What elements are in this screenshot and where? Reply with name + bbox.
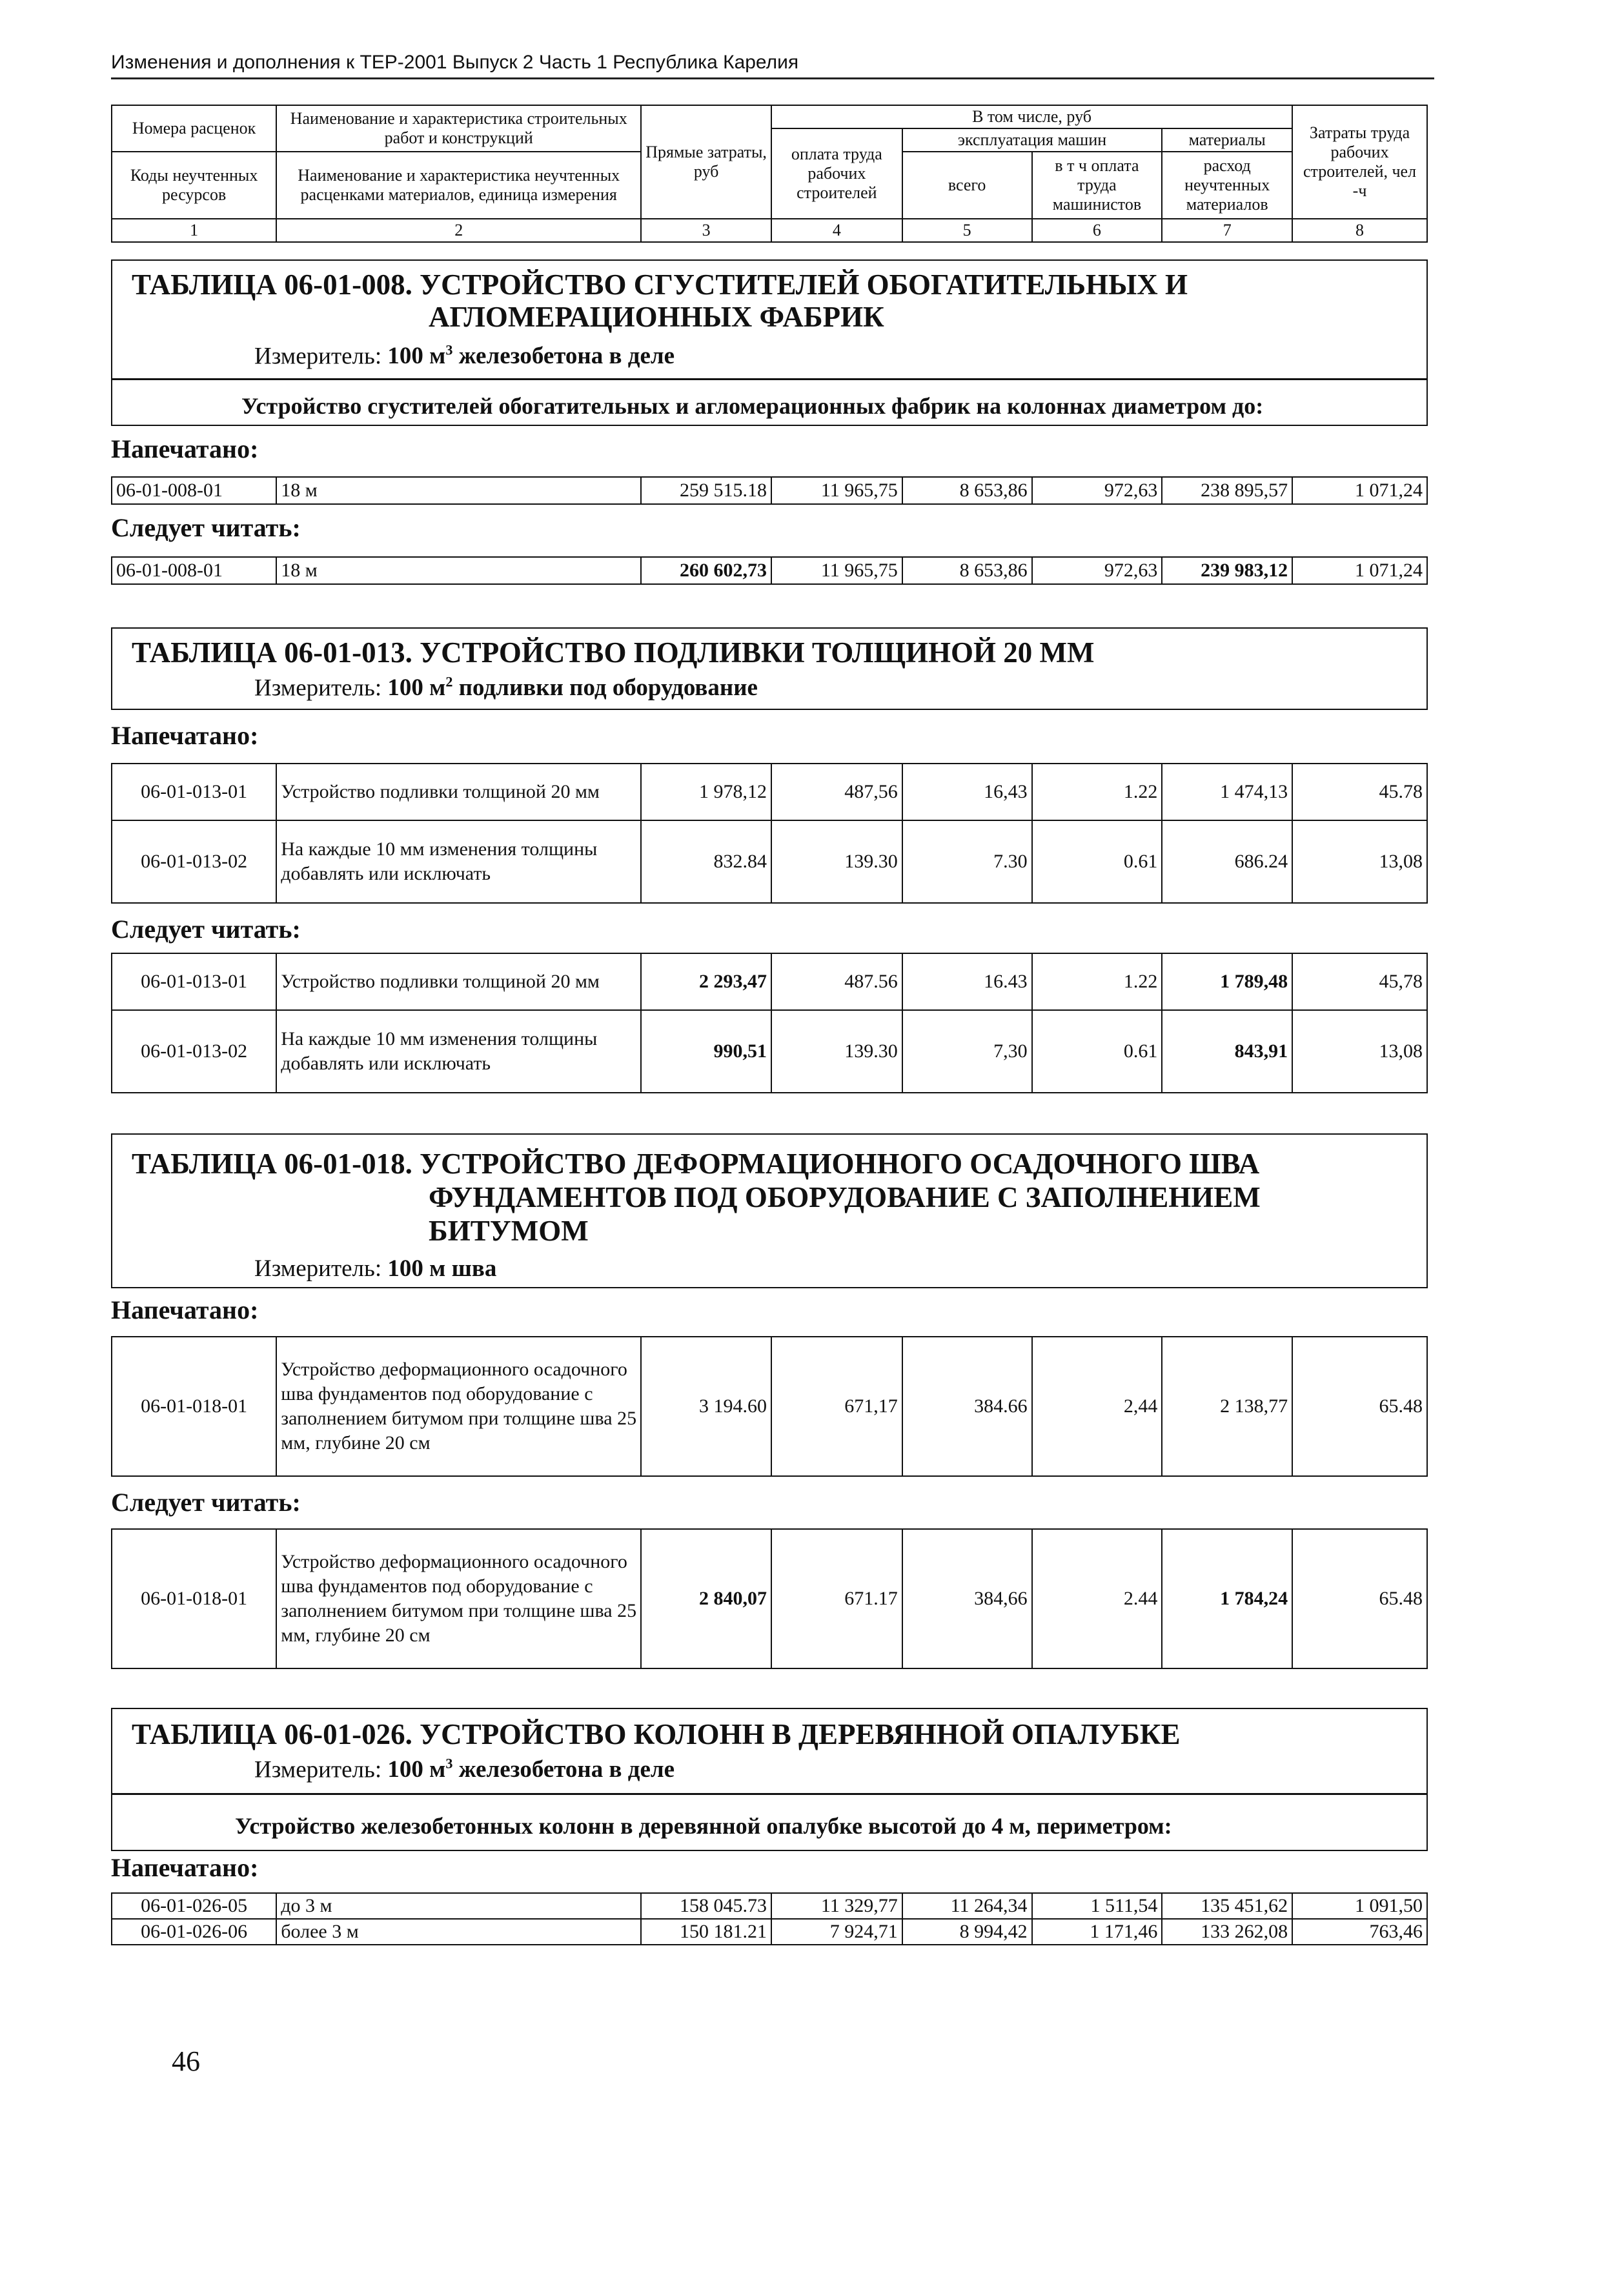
rate-code: 06-01-026-06	[112, 1919, 276, 1945]
label-read-as: Следует читать:	[111, 513, 301, 542]
table-row	[112, 1893, 1427, 1919]
rate-name: Устройство подливки толщиной 20 мм	[276, 764, 641, 820]
table-008-title-line1: ТАБЛИЦА 06-01-008. УСТРОЙСТВО СГУСТИТЕЛЕЙ ОБОГАТИТЕЛЬНЫХ И	[132, 269, 1188, 301]
machines-total: 16.43	[902, 953, 1032, 1010]
operator-wages: 1.22	[1032, 953, 1162, 1010]
operator-wages: 972,63	[1032, 477, 1162, 504]
table-013-title-box	[111, 627, 1428, 710]
hdr-col-num: 3	[641, 219, 771, 242]
hdr-col-num: 6	[1032, 219, 1162, 242]
table-row	[112, 1529, 1427, 1668]
label-printed: Напечатано:	[111, 1853, 259, 1882]
direct-costs: 3 194.60	[641, 1337, 771, 1476]
wages: 139.30	[771, 1010, 902, 1093]
machines-total: 8 653,86	[902, 557, 1032, 584]
operator-wages: 2,44	[1032, 1337, 1162, 1476]
operator-wages: 1 511,54	[1032, 1893, 1162, 1919]
operator-wages: 0.61	[1032, 820, 1162, 903]
label-printed: Напечатано:	[111, 721, 259, 750]
hdr-direct-costs: Прямые затраты, руб	[641, 105, 771, 219]
operator-wages: 0.61	[1032, 1010, 1162, 1093]
table-008-subtitle: Устройство сгустителей обогатительных и агломерационных фабрик на колоннах диаметром до:	[241, 393, 1264, 419]
labor: 1 071,24	[1292, 477, 1427, 504]
labor: 45,78	[1292, 953, 1427, 1010]
labor: 45.78	[1292, 764, 1427, 820]
table-013-printed	[111, 763, 1428, 904]
operator-wages: 2.44	[1032, 1529, 1162, 1668]
rate-name: до 3 м	[276, 1893, 641, 1919]
rate-code: 06-01-013-01	[112, 953, 276, 1010]
rate-code: 06-01-013-02	[112, 1010, 276, 1093]
materials: 239 983,12	[1162, 557, 1292, 584]
table-013-measure: Измеритель: 100 $м^2$ подливки под оборудование	[254, 674, 758, 702]
hdr-labor: Затраты труда рабочих строителей, чел -ч	[1292, 105, 1427, 219]
machines-total: 16,43	[902, 764, 1032, 820]
rate-code: 06-01-008-01	[112, 557, 276, 584]
hdr-machines-total: всего	[902, 152, 1032, 219]
rate-code: 06-01-008-01	[112, 477, 276, 504]
table-013-title: ТАБЛИЦА 06-01-013. УСТРОЙСТВО ПОДЛИВКИ ТОЛЩИНОЙ 20 ММ	[132, 636, 1095, 669]
column-header-table	[111, 105, 1428, 243]
rate-code: 06-01-013-02	[112, 820, 276, 903]
machines-total: 8 994,42	[902, 1919, 1032, 1945]
table-026-measure: Измеритель: 100 $м^3$ железобетона в деле	[254, 1756, 675, 1783]
rate-name: Устройство деформационного осадочного шва фундаментов под оборудование с заполнением битумом при толщине шва 25 мм, глубине 20 см	[276, 1337, 641, 1476]
rate-name: На каждые 10 мм изменения толщины добавлять или исключать	[276, 820, 641, 903]
materials: 843,91	[1162, 1010, 1292, 1093]
operator-wages: 972,63	[1032, 557, 1162, 584]
table-026-subtitle: Устройство железобетонных колонн в деревянной опалубке высотой до 4 м, периметром:	[235, 1813, 1172, 1839]
direct-costs: 2 840,07	[641, 1529, 771, 1668]
table-row	[112, 953, 1427, 1010]
table-026-title: ТАБЛИЦА 06-01-026. УСТРОЙСТВО КОЛОНН В ДЕРЕВЯННОЙ ОПАЛУБКЕ	[132, 1718, 1181, 1750]
wages: 11 329,77	[771, 1893, 902, 1919]
wages: 671,17	[771, 1337, 902, 1476]
hdr-col-num: 8	[1292, 219, 1427, 242]
labor: 13,08	[1292, 820, 1427, 903]
wages: 671.17	[771, 1529, 902, 1668]
hdr-col-num: 5	[902, 219, 1032, 242]
table-008-measure: Измеритель: 100 $м^3$ железобетона в деле	[254, 342, 675, 370]
operator-wages: 1.22	[1032, 764, 1162, 820]
wages: 11 965,75	[771, 477, 902, 504]
direct-costs: 259 515.18	[641, 477, 771, 504]
hdr-work-name: Наименование и характеристика строительных работ и конструкций	[276, 105, 641, 152]
running-header: Изменения и дополнения к ТЕР-2001 Выпуск 2 Часть 1 Республика Карелия	[111, 52, 799, 73]
materials: 1 474,13	[1162, 764, 1292, 820]
rate-name: На каждые 10 мм изменения толщины добавлять или исключать	[276, 1010, 641, 1093]
table-row	[112, 477, 1427, 504]
table-018-title-line3: БИТУМОМ	[429, 1215, 589, 1247]
hdr-including: В том числе, руб	[771, 105, 1292, 128]
rate-name: Устройство подливки толщиной 20 мм	[276, 953, 641, 1010]
label-printed: Напечатано:	[111, 434, 259, 463]
direct-costs: 832.84	[641, 820, 771, 903]
materials: 1 789,48	[1162, 953, 1292, 1010]
hdr-operator-wages: в т ч оплата труда машинистов	[1032, 152, 1162, 219]
table-018-title-box	[111, 1133, 1428, 1288]
hdr-material-name: Наименование и характеристика неучтенных расценками материалов, единица измерения	[276, 152, 641, 219]
table-row	[112, 557, 1427, 584]
table-008-title-line2: АГЛОМЕРАЦИОННЫХ ФАБРИК	[429, 301, 884, 333]
direct-costs: 2 293,47	[641, 953, 771, 1010]
rate-name: Устройство деформационного осадочного шва фундаментов под оборудование с заполнением битумом при толщине шва 25 мм, глубине 20 см	[276, 1529, 641, 1668]
labor: 1 091,50	[1292, 1893, 1427, 1919]
machines-total: 384.66	[902, 1337, 1032, 1476]
table-row	[112, 1337, 1427, 1476]
label-read-as: Следует читать:	[111, 1488, 301, 1517]
hdr-col-num: 1	[112, 219, 276, 242]
page-number: 46	[172, 2045, 200, 2077]
table-018-printed	[111, 1336, 1428, 1477]
rate-name: более 3 м	[276, 1919, 641, 1945]
rate-name: 18 м	[276, 477, 641, 504]
materials: 2 138,77	[1162, 1337, 1292, 1476]
materials: 135 451,62	[1162, 1893, 1292, 1919]
table-008-corrected	[111, 556, 1428, 585]
label-read-as: Следует читать:	[111, 915, 301, 944]
labor: 763,46	[1292, 1919, 1427, 1945]
machines-total: 7,30	[902, 1010, 1032, 1093]
direct-costs: 1 978,12	[641, 764, 771, 820]
direct-costs: 260 602,73	[641, 557, 771, 584]
header-rule	[111, 77, 1434, 79]
table-008-title-box	[111, 259, 1428, 426]
materials: 238 895,57	[1162, 477, 1292, 504]
labor: 65.48	[1292, 1529, 1427, 1668]
wages: 7 924,71	[771, 1919, 902, 1945]
machines-total: 7.30	[902, 820, 1032, 903]
materials: 133 262,08	[1162, 1919, 1292, 1945]
wages: 139.30	[771, 820, 902, 903]
table-row	[112, 1010, 1427, 1093]
machines-total: 8 653,86	[902, 477, 1032, 504]
materials: 1 784,24	[1162, 1529, 1292, 1668]
rate-name: 18 м	[276, 557, 641, 584]
labor: 13,08	[1292, 1010, 1427, 1093]
operator-wages: 1 171,46	[1032, 1919, 1162, 1945]
table-row	[112, 1919, 1427, 1945]
machines-total: 384,66	[902, 1529, 1032, 1668]
machines-total: 11 264,34	[902, 1893, 1032, 1919]
hdr-material-use: расход неучтенных материалов	[1162, 152, 1292, 219]
hdr-col-num: 7	[1162, 219, 1292, 242]
materials: 686.24	[1162, 820, 1292, 903]
rate-code: 06-01-026-05	[112, 1893, 276, 1919]
direct-costs: 150 181.21	[641, 1919, 771, 1945]
table-018-title-line2: ФУНДАМЕНТОВ ПОД ОБОРУДОВАНИЕ С ЗАПОЛНЕНИЕМ	[429, 1181, 1261, 1213]
hdr-rate-number: Номера расценок	[112, 105, 276, 152]
table-row	[112, 764, 1427, 820]
table-018-title-line1: ТАБЛИЦА 06-01-018. УСТРОЙСТВО ДЕФОРМАЦИОННОГО ОСАДОЧНОГО ШВА	[132, 1148, 1260, 1180]
table-026-printed	[111, 1892, 1428, 1945]
hdr-wages: оплата труда рабочих строителей	[771, 128, 902, 219]
labor: 65.48	[1292, 1337, 1427, 1476]
wages: 11 965,75	[771, 557, 902, 584]
labor: 1 071,24	[1292, 557, 1427, 584]
rate-code: 06-01-018-01	[112, 1337, 276, 1476]
rate-code: 06-01-018-01	[112, 1529, 276, 1668]
table-008-printed	[111, 476, 1428, 505]
table-018-measure: Измеритель: 100 м шва	[254, 1255, 497, 1282]
hdr-materials: материалы	[1162, 128, 1292, 152]
table-013-corrected	[111, 953, 1428, 1093]
label-printed: Напечатано:	[111, 1295, 259, 1324]
hdr-machines: эксплуатация машин	[902, 128, 1162, 152]
wages: 487.56	[771, 953, 902, 1010]
hdr-resource-code: Коды неучтенных ресурсов	[112, 152, 276, 219]
table-row	[112, 820, 1427, 903]
hdr-col-num: 4	[771, 219, 902, 242]
direct-costs: 990,51	[641, 1010, 771, 1093]
table-026-title-box	[111, 1708, 1428, 1851]
wages: 487,56	[771, 764, 902, 820]
direct-costs: 158 045.73	[641, 1893, 771, 1919]
hdr-col-num: 2	[276, 219, 641, 242]
rate-code: 06-01-013-01	[112, 764, 276, 820]
table-018-corrected	[111, 1528, 1428, 1669]
